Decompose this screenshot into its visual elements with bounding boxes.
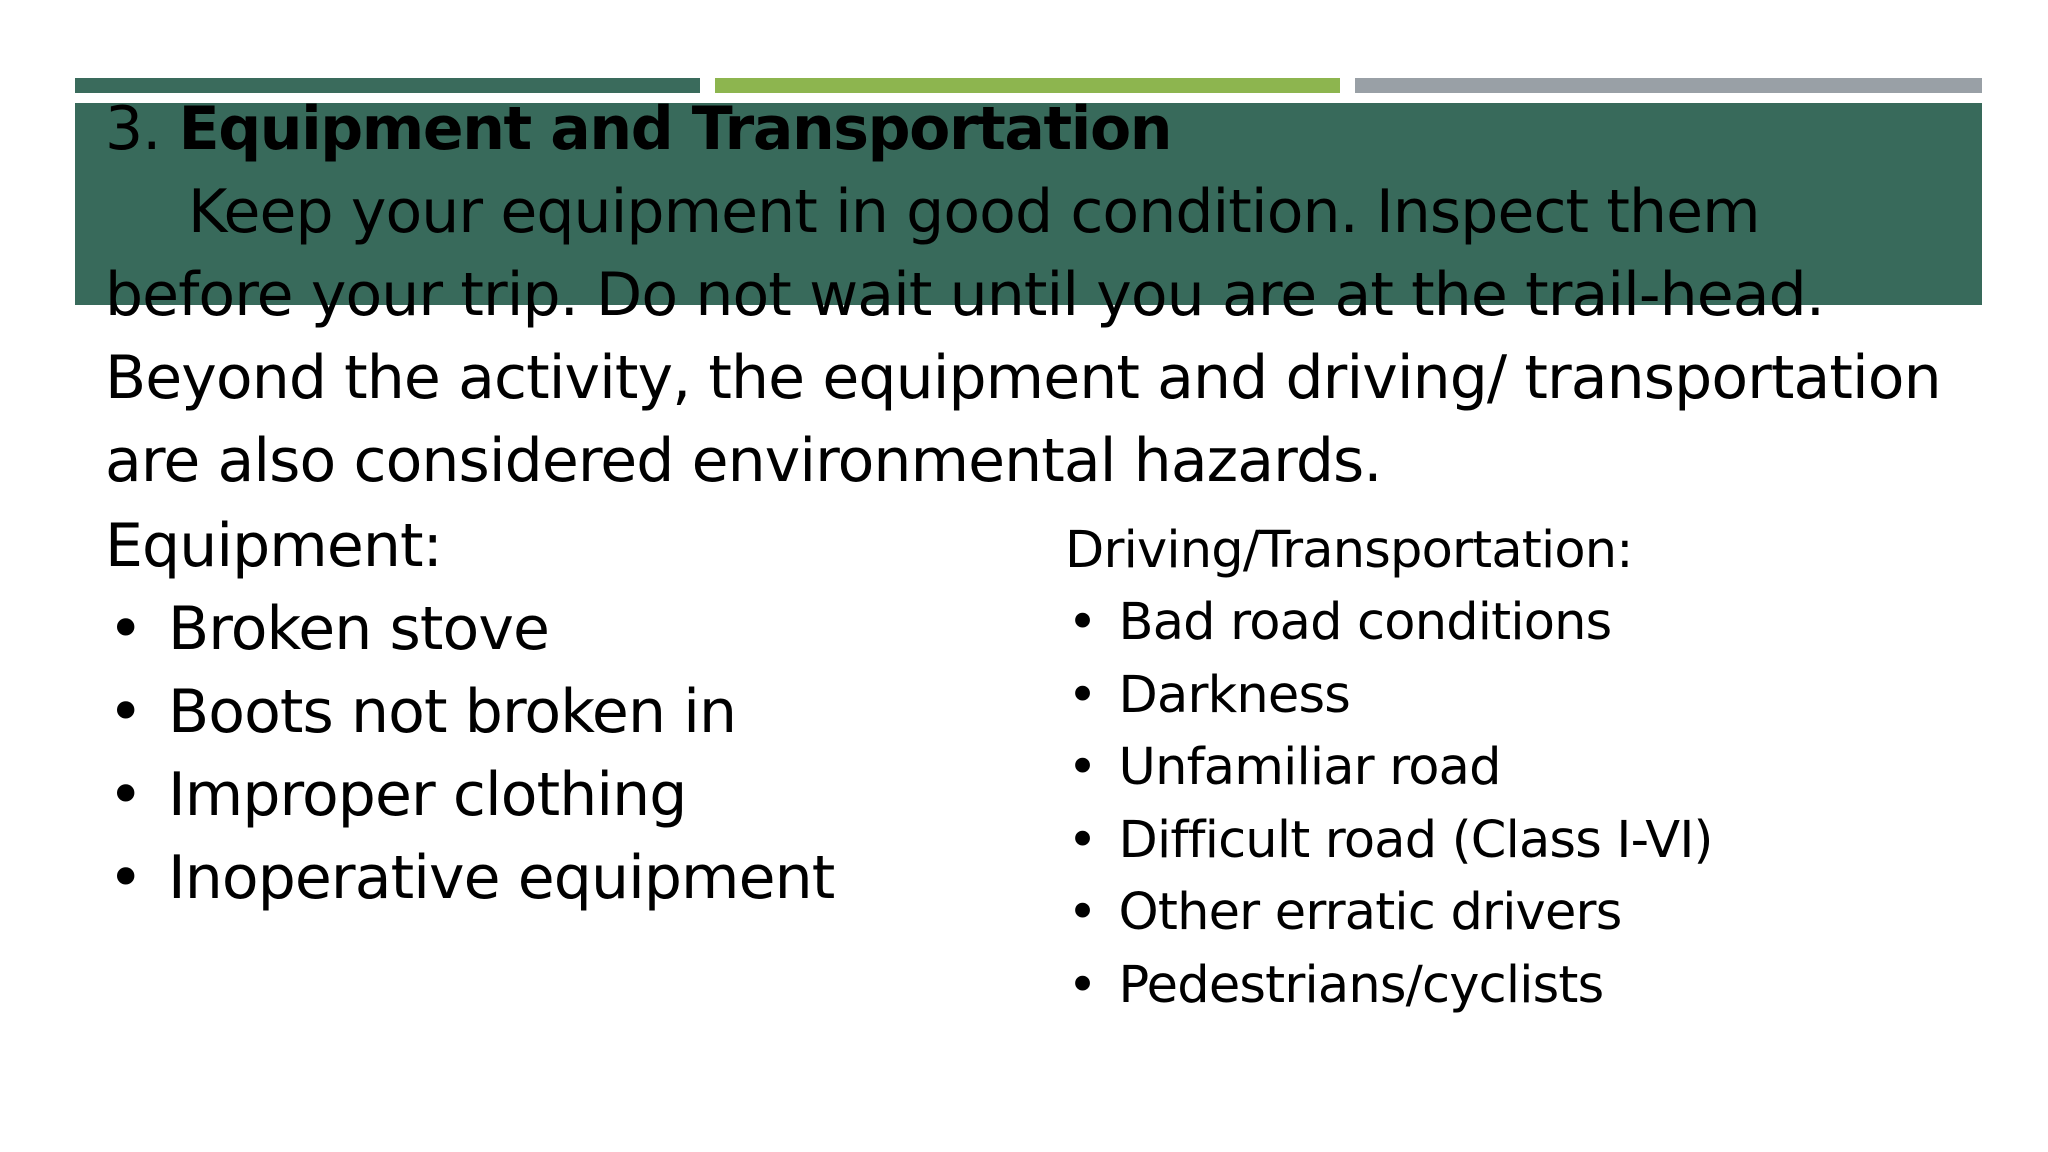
list-item-label: Broken stove: [168, 594, 549, 664]
slide-body: [105, 88, 2035, 503]
list-item: [1065, 660, 1713, 733]
list-item-label: Bad road conditions: [1118, 593, 1612, 652]
list-item-label: Boots not broken in: [168, 677, 737, 747]
list-item-label: Improper clothing: [168, 760, 687, 830]
slide-title: [105, 88, 2035, 171]
transportation-heading: Driving/Transportation:: [1065, 521, 1633, 580]
list-item-label: Unfamiliar road: [1118, 738, 1501, 797]
list-item: [105, 588, 834, 671]
paragraph-line: Keep your equipment in good condition. Inspect them: [188, 177, 1760, 247]
title-text: Equipment and Transportation: [178, 94, 1172, 164]
list-item-label: Pedestrians/cyclists: [1118, 955, 1604, 1015]
bullet-icon: •: [1067, 593, 1097, 652]
list-item-label: Other erratic drivers: [1118, 883, 1622, 942]
bullet-icon: •: [1067, 883, 1097, 942]
paragraph-line: before your trip. Do not wait until you are at the trail-head.: [105, 260, 1825, 330]
bullet-icon: •: [1067, 955, 1097, 1015]
bullet-icon: •: [108, 843, 143, 913]
equipment-column: [105, 505, 834, 920]
list-item: [1065, 877, 1713, 950]
list-item: [1065, 805, 1713, 878]
equipment-list: [105, 588, 834, 920]
bullet-icon: •: [108, 760, 143, 830]
bullet-icon: •: [108, 677, 143, 747]
list-item: [1065, 732, 1713, 805]
equipment-heading: Equipment:: [105, 511, 442, 581]
list-item-label: Inoperative equipment: [168, 843, 835, 913]
list-item-label: Darkness: [1118, 665, 1351, 725]
bullet-icon: •: [1067, 738, 1097, 797]
paragraph-line: are also considered environmental hazards.: [105, 426, 1382, 496]
bullet-icon: •: [108, 594, 143, 664]
paragraph-line: Beyond the activity, the equipment and driving/ transportation: [105, 343, 1941, 413]
list-item: [1065, 950, 1713, 1023]
bullet-icon: •: [1067, 665, 1097, 725]
title-number: 3.: [105, 94, 179, 164]
transportation-list: [1065, 587, 1713, 1022]
bullet-icon: •: [1067, 810, 1097, 870]
transportation-column: [1065, 515, 1713, 1022]
list-item-label: Difficult road (Class I-VI): [1118, 810, 1713, 870]
list-item: [105, 837, 834, 920]
list-item: [1065, 587, 1713, 660]
list-item: [105, 671, 834, 754]
list-item: [105, 754, 834, 837]
